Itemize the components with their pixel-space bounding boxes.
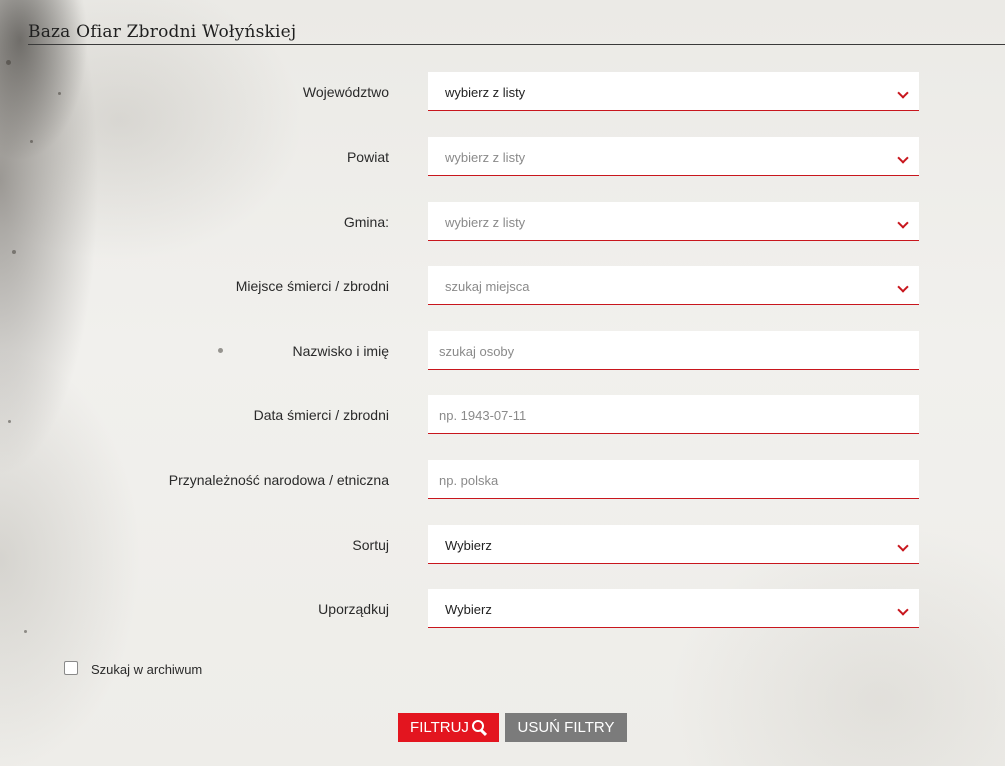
miejsce-select-placeholder: szukaj miejsca (445, 279, 530, 294)
powiat-select-placeholder: wybierz z listy (445, 150, 526, 165)
form-row-przynaleznosc (0, 460, 1005, 500)
uporzadkuj-label: Uporządkuj (318, 601, 389, 617)
przynaleznosc-input-placeholder: np. polska (439, 473, 499, 488)
background-speck (6, 60, 11, 65)
wojewodztwo-select-value: wybierz z listy (445, 85, 526, 100)
form-row-wojewodztwo (0, 72, 1005, 112)
page-title: Baza Ofiar Zbrodni Wołyńskiej (28, 22, 297, 42)
chevron-down-icon (897, 540, 908, 551)
powiat-select[interactable] (428, 137, 919, 176)
filter-button-label: FILTRUJ (410, 719, 469, 736)
filter-button[interactable] (398, 713, 499, 742)
archive-checkbox[interactable] (64, 661, 78, 675)
wojewodztwo-select[interactable] (428, 72, 919, 111)
page-header (28, 18, 1005, 45)
form-row-nazwisko (0, 331, 1005, 371)
sortuj-select[interactable] (428, 525, 919, 564)
form-row-sortuj (0, 525, 1005, 565)
chevron-down-icon (897, 152, 908, 163)
clear-filters-button[interactable] (505, 713, 627, 742)
nazwisko-input[interactable] (428, 331, 919, 370)
data-input[interactable] (428, 395, 919, 434)
nazwisko-label: Nazwisko i imię (292, 343, 389, 359)
przynaleznosc-input[interactable] (428, 460, 919, 499)
uporzadkuj-select[interactable] (428, 589, 919, 628)
form-row-data (0, 395, 1005, 435)
archive-label[interactable]: Szukaj w archiwum (91, 662, 203, 677)
form-row-miejsce (0, 266, 1005, 306)
form-row-uporzadkuj (0, 589, 1005, 629)
chevron-down-icon (897, 604, 908, 615)
data-label: Data śmierci / zbrodni (253, 407, 389, 423)
sortuj-select-value: Wybierz (445, 538, 492, 553)
sortuj-label: Sortuj (352, 537, 389, 553)
nazwisko-input-placeholder: szukaj osoby (439, 344, 515, 359)
miejsce-select[interactable] (428, 266, 919, 305)
chevron-down-icon (897, 87, 908, 98)
gmina-select-placeholder: wybierz z listy (445, 215, 526, 230)
clear-filters-button-label: USUŃ FILTRY (517, 719, 615, 736)
form-row-powiat (0, 137, 1005, 177)
gmina-label: Gmina: (343, 214, 389, 230)
gmina-select[interactable] (428, 202, 919, 241)
chevron-down-icon (897, 217, 908, 228)
form-row-gmina (0, 202, 1005, 242)
wojewodztwo-label: Województwo (302, 84, 389, 100)
background-speck (12, 250, 16, 254)
uporzadkuj-select-value: Wybierz (445, 602, 492, 617)
miejsce-label: Miejsce śmierci / zbrodni (235, 278, 389, 294)
powiat-label: Powiat (346, 149, 389, 165)
przynaleznosc-label: Przynależność narodowa / etniczna (168, 472, 389, 488)
data-input-placeholder: np. 1943-07-11 (439, 408, 527, 423)
search-icon (471, 719, 487, 735)
background-speck (24, 630, 27, 633)
chevron-down-icon (897, 281, 908, 292)
